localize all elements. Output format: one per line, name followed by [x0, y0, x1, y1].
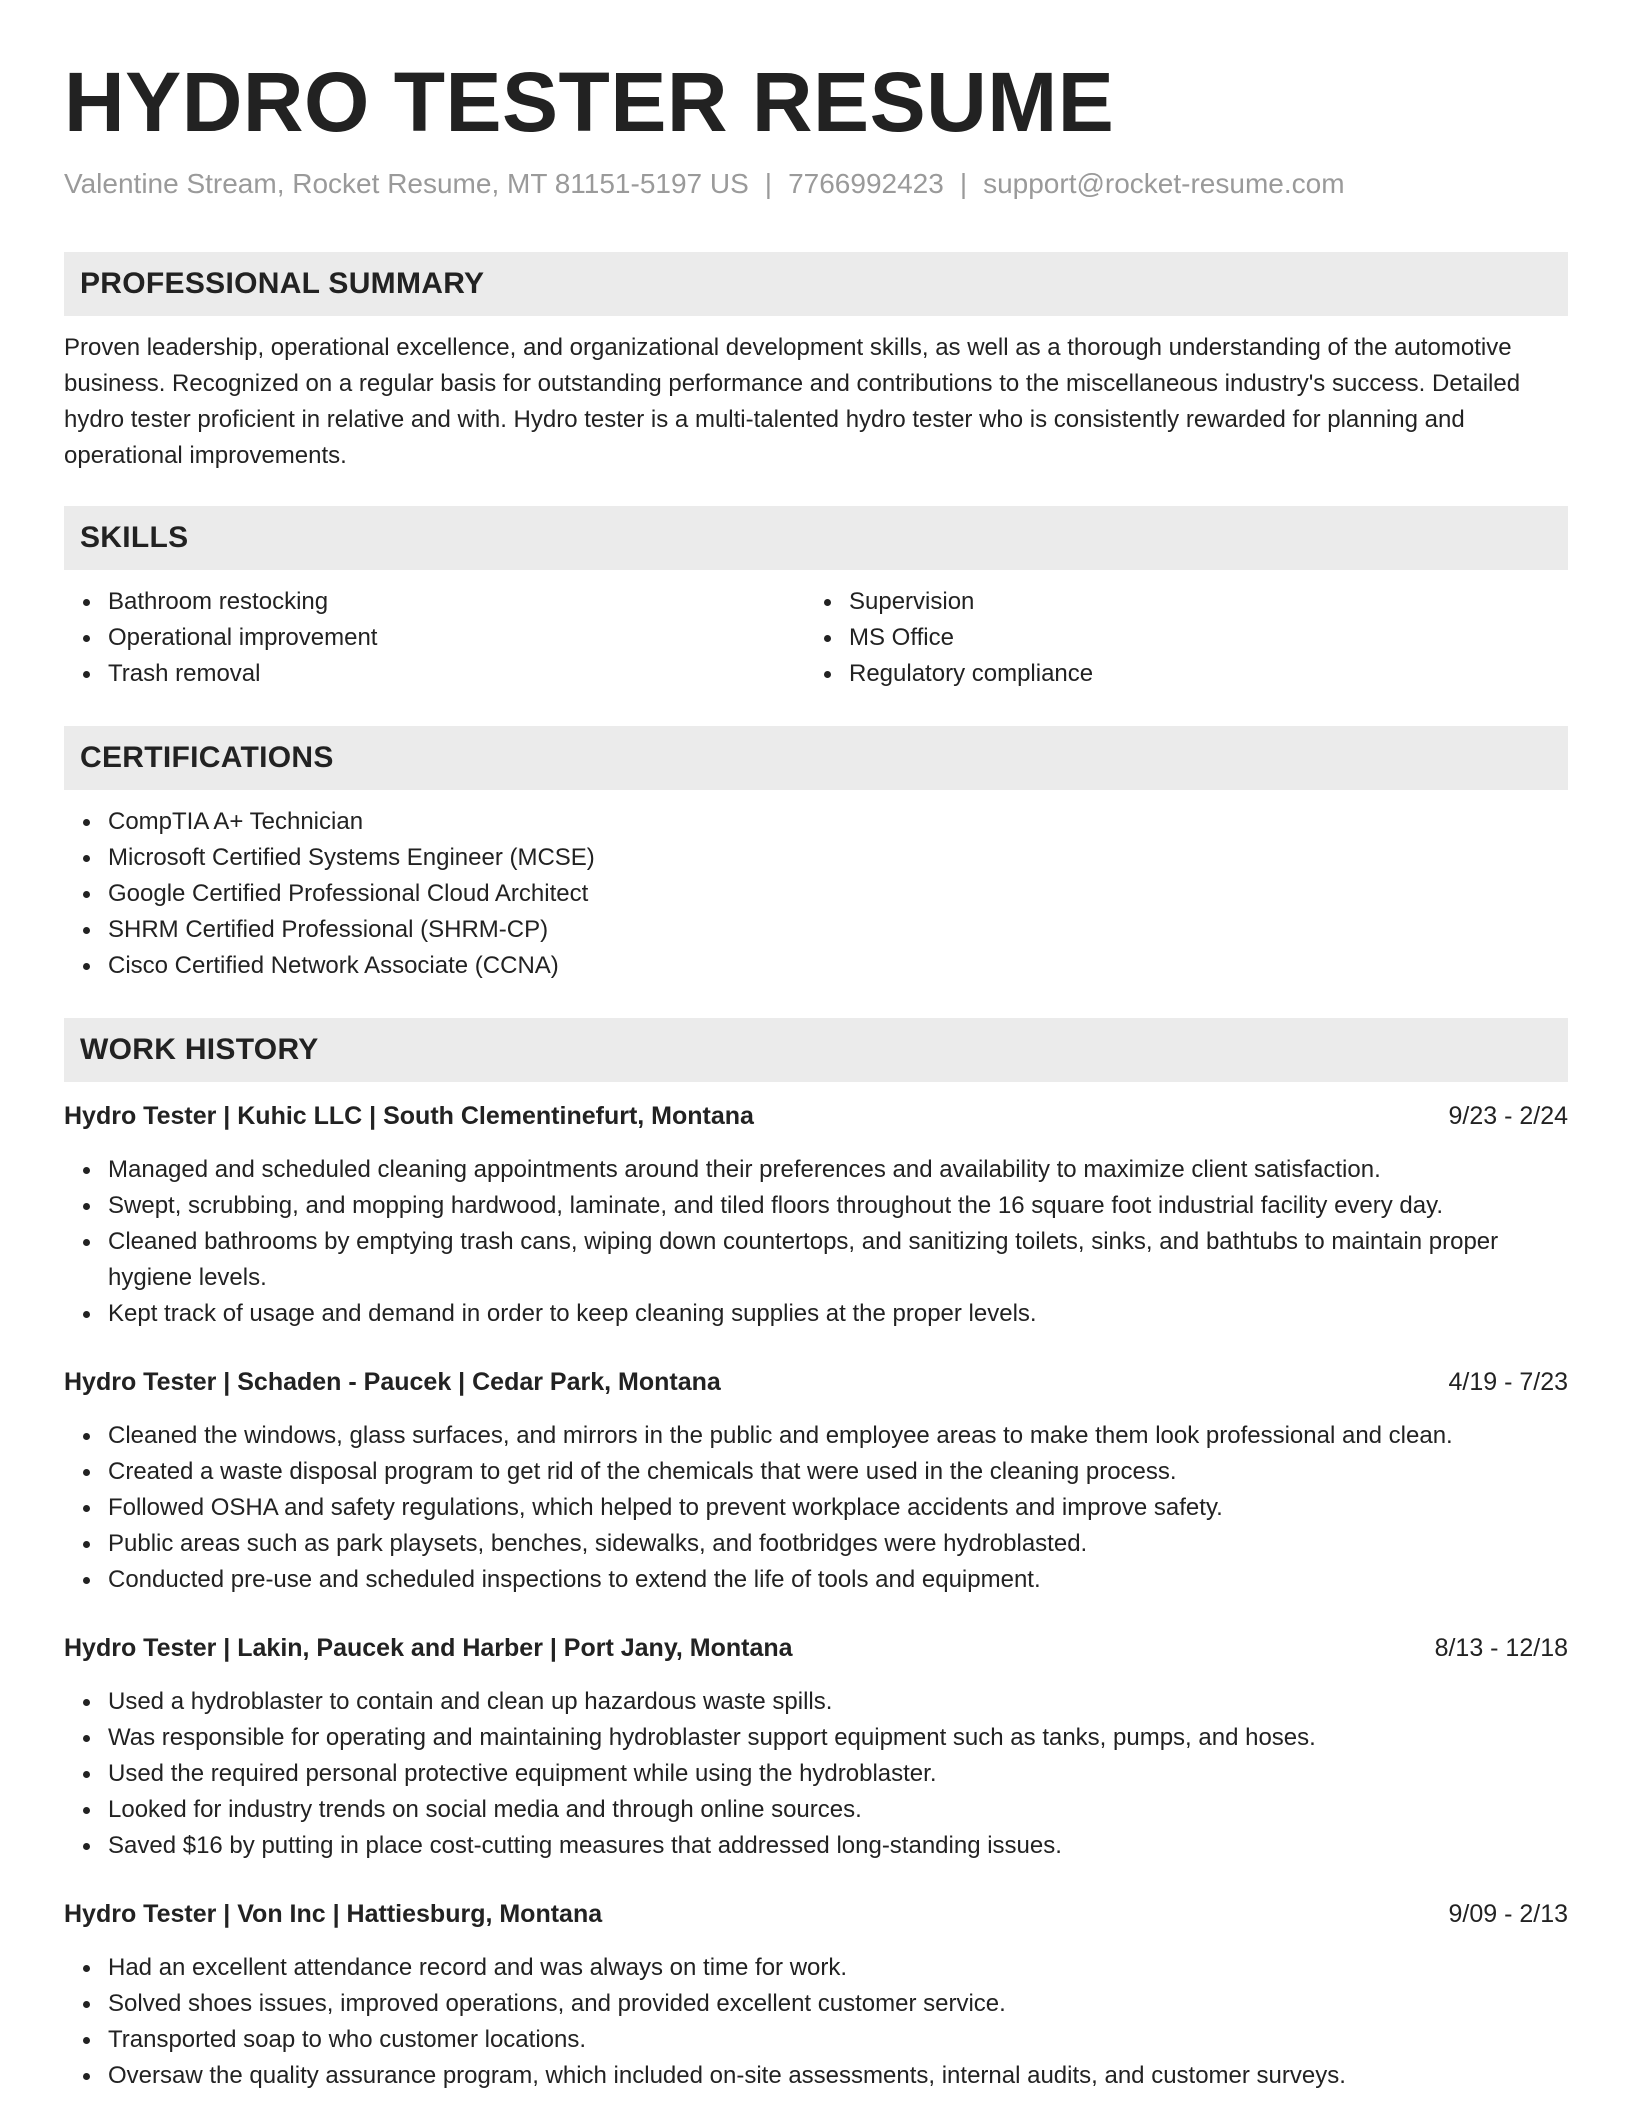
job-header	[64, 1098, 1568, 1134]
job-header	[64, 1630, 1568, 1666]
job-header	[64, 1896, 1568, 1932]
skills-list	[64, 584, 1568, 692]
job-bullet: Managed and scheduled cleaning appointments around their preferences and availability to maximize client satisfaction.	[64, 1152, 1568, 1188]
contact-email: support@rocket-resume.com	[983, 168, 1345, 199]
certification-item: Cisco Certified Network Associate (CCNA)	[64, 948, 1568, 984]
job-dates: 9/23 - 2/24	[1448, 1102, 1568, 1130]
job-title: Hydro Tester | Lakin, Paucek and Harber | Port Jany, Montana	[64, 1634, 793, 1662]
job-bullet: Solved shoes issues, improved operations, and provided excellent customer service.	[64, 1986, 1568, 2022]
job-bullet: Used a hydroblaster to contain and clean up hazardous waste spills.	[64, 1684, 1568, 1720]
job-entry	[64, 1896, 1568, 2094]
job-entry	[64, 1098, 1568, 1332]
job-bullet: Used the required personal protective equipment while using the hydroblaster.	[64, 1756, 1568, 1792]
skill-item: MS Office	[805, 620, 1546, 656]
job-bullet-list	[64, 1684, 1568, 1864]
job-bullet: Had an excellent attendance record and was always on time for work.	[64, 1950, 1568, 1986]
contact-line	[64, 164, 1568, 204]
job-bullet: Kept track of usage and demand in order to keep cleaning supplies at the proper levels.	[64, 1296, 1568, 1332]
job-entry	[64, 1364, 1568, 1598]
job-bullet: Swept, scrubbing, and mopping hardwood, laminate, and tiled floors throughout the 16 square foot industrial facility every day.	[64, 1188, 1568, 1224]
summary-text: Proven leadership, operational excellence, and organizational development skills, as well as a thorough understanding of the automotive business. Recognized on a regular basis for outstanding performance and contributions to the miscellaneous industry's success. Detailed hydro tester proficient in relative and with. Hydro tester is a multi-talented hydro tester who is consistently rewarded for planning and operational improvements.	[64, 334, 1521, 469]
section-header-work-history: WORK HISTORY	[64, 1018, 1568, 1082]
section-header-certifications: CERTIFICATIONS	[64, 726, 1568, 790]
contact-phone: 7766992423	[788, 168, 944, 199]
skills-column-left	[64, 584, 805, 692]
resume-page	[64, 50, 1568, 2094]
skill-item: Bathroom restocking	[64, 584, 805, 620]
certifications-list	[64, 804, 1568, 984]
job-bullet: Followed OSHA and safety regulations, which helped to prevent workplace accidents and improve safety.	[64, 1490, 1568, 1526]
job-bullet: Was responsible for operating and maintaining hydroblaster support equipment such as tanks, pumps, and hoses.	[64, 1720, 1568, 1756]
contact-address: Valentine Stream, Rocket Resume, MT 81151-5197 US	[64, 168, 749, 199]
job-bullet: Created a waste disposal program to get rid of the chemicals that were used in the cleaning process.	[64, 1454, 1568, 1490]
job-title: Hydro Tester | Kuhic LLC | South Clementinefurt, Montana	[64, 1102, 754, 1130]
job-bullet-list	[64, 1418, 1568, 1598]
job-title: Hydro Tester | Von Inc | Hattiesburg, Montana	[64, 1900, 603, 1928]
job-dates: 9/09 - 2/13	[1448, 1900, 1568, 1928]
certification-item: CompTIA A+ Technician	[64, 804, 1568, 840]
section-header-professional-summary: PROFESSIONAL SUMMARY	[64, 252, 1568, 316]
skill-item: Operational improvement	[64, 620, 805, 656]
job-bullet: Saved $16 by putting in place cost-cutting measures that addressed long-standing issues.	[64, 1828, 1568, 1864]
contact-separator: |	[764, 168, 773, 199]
job-bullet: Transported soap to who customer locations.	[64, 2022, 1568, 2058]
skill-item: Supervision	[805, 584, 1546, 620]
job-title: Hydro Tester | Schaden - Paucek | Cedar Park, Montana	[64, 1368, 721, 1396]
job-header	[64, 1364, 1568, 1400]
certification-item: SHRM Certified Professional (SHRM-CP)	[64, 912, 1568, 948]
job-bullet-list	[64, 1152, 1568, 1332]
job-dates: 4/19 - 7/23	[1448, 1368, 1568, 1396]
skill-item: Trash removal	[64, 656, 805, 692]
job-bullet: Public areas such as park playsets, benches, sidewalks, and footbridges were hydroblasted.	[64, 1526, 1568, 1562]
job-entry	[64, 1630, 1568, 1864]
job-bullet: Cleaned the windows, glass surfaces, and mirrors in the public and employee areas to make them look professional and clean.	[64, 1418, 1568, 1454]
resume-title: HYDRO TESTER RESUME	[64, 55, 1115, 149]
certification-item: Microsoft Certified Systems Engineer (MCSE)	[64, 840, 1568, 876]
certification-item: Google Certified Professional Cloud Architect	[64, 876, 1568, 912]
skills-column-right	[805, 584, 1546, 692]
job-bullet: Cleaned bathrooms by emptying trash cans, wiping down countertops, and sanitizing toilets, sinks, and bathtubs to maintain proper hygiene levels.	[64, 1224, 1568, 1296]
job-bullet-list	[64, 1950, 1568, 2094]
section-header-skills: SKILLS	[64, 506, 1568, 570]
job-bullet: Oversaw the quality assurance program, which included on-site assessments, internal audits, and customer surveys.	[64, 2058, 1568, 2094]
job-bullet: Conducted pre-use and scheduled inspections to extend the life of tools and equipment.	[64, 1562, 1568, 1598]
skill-item: Regulatory compliance	[805, 656, 1546, 692]
contact-separator: |	[959, 168, 968, 199]
job-dates: 8/13 - 12/18	[1434, 1634, 1568, 1662]
job-bullet: Looked for industry trends on social media and through online sources.	[64, 1792, 1568, 1828]
